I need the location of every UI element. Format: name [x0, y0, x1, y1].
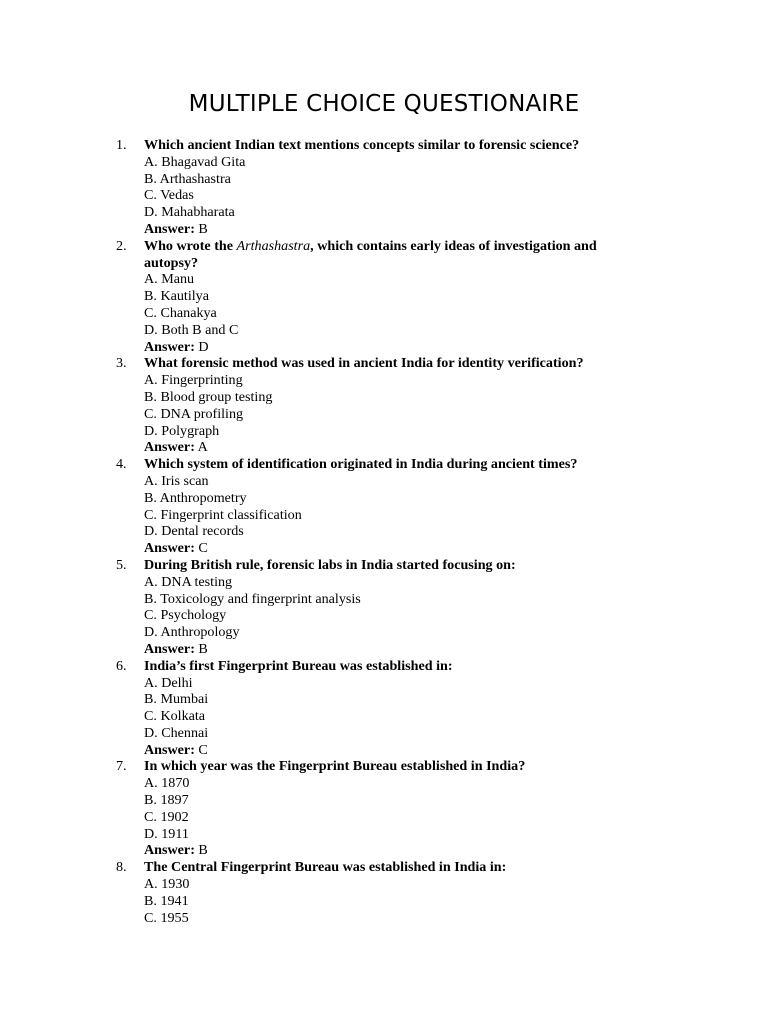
- option-b: B. Arthashastra: [144, 170, 231, 187]
- option-c: C. Psychology: [144, 607, 227, 624]
- option-a: A. Fingerprinting: [144, 372, 243, 389]
- question-text: India’s first Fingerprint Bureau was established in:: [144, 657, 453, 674]
- question-body: [144, 355, 649, 456]
- answer-label: Answer:: [144, 540, 195, 557]
- option-b: B. Mumbai: [144, 691, 209, 708]
- answer-value: B: [198, 220, 208, 237]
- option-a: A. Iris scan: [144, 472, 209, 489]
- answer-line: [144, 221, 649, 238]
- question-text: The Central Fingerprint Bureau was established in India in:: [144, 859, 507, 876]
- question-list: [0, 137, 768, 926]
- question-text: In which year was the Fingerprint Bureau established in India?: [144, 758, 526, 775]
- option-b: B. Blood group testing: [144, 388, 273, 405]
- option-d: D. Chennai: [144, 724, 209, 741]
- option-a: A. 1930: [144, 876, 190, 893]
- question-body: [144, 456, 649, 557]
- answer-label: Answer:: [144, 842, 195, 859]
- option-d: D. 1911: [144, 825, 189, 842]
- question-number: 2.: [116, 237, 127, 254]
- question-text: Which system of identification originated in India during ancient times?: [144, 456, 578, 473]
- answer-label: Answer:: [144, 439, 195, 456]
- question-number: 6.: [116, 657, 127, 674]
- question-body: [144, 758, 649, 859]
- option-c: C. Chanakya: [144, 304, 217, 321]
- answer-value: C: [198, 741, 208, 758]
- question-number: 5.: [116, 556, 127, 573]
- answer-value: C: [198, 540, 208, 557]
- answer-line: [144, 842, 649, 859]
- question-item: [0, 355, 768, 456]
- option-a: A. DNA testing: [144, 573, 233, 590]
- answer-value: A: [197, 439, 208, 456]
- answer-label: Answer:: [144, 640, 195, 657]
- option-b: B. Anthropometry: [144, 489, 247, 506]
- option-a: A. Bhagavad Gita: [144, 153, 246, 170]
- answer-value: D: [198, 338, 209, 355]
- answer-line: [144, 439, 649, 456]
- question-text: During British rule, forensic labs in India started focusing on:: [144, 556, 516, 573]
- option-c: C. Kolkata: [144, 708, 206, 725]
- question-body: [144, 859, 649, 926]
- answer-label: Answer:: [144, 741, 195, 758]
- question-item: [0, 137, 768, 238]
- question-number: 4.: [116, 456, 127, 473]
- question-text: [144, 238, 649, 272]
- option-d: D. Polygraph: [144, 422, 220, 439]
- answer-value: B: [198, 842, 208, 859]
- question-text-start: Who wrote the: [144, 237, 237, 254]
- question-body: [144, 658, 649, 759]
- option-b: B. Kautilya: [144, 288, 209, 305]
- option-c: C. 1902: [144, 808, 189, 825]
- question-text: What forensic method was used in ancient India for identity verification?: [144, 355, 584, 372]
- option-b: B. 1941: [144, 892, 189, 909]
- question-item: [0, 658, 768, 759]
- option-d: D. Mahabharata: [144, 204, 235, 221]
- answer-value: B: [198, 640, 208, 657]
- option-d: D. Dental records: [144, 523, 244, 540]
- question-number: 3.: [116, 355, 127, 372]
- option-c: C. Fingerprint classification: [144, 506, 302, 523]
- option-c: C. 1955: [144, 909, 189, 926]
- option-c: C. DNA profiling: [144, 405, 244, 422]
- question-text-italic: Arthashastra: [236, 237, 311, 254]
- question-item: [0, 238, 768, 356]
- question-item: [0, 456, 768, 557]
- question-item: [0, 859, 768, 926]
- answer-line: [144, 339, 649, 356]
- question-text: Which ancient Indian text mentions concepts similar to forensic science?: [144, 137, 580, 153]
- option-a: A. Delhi: [144, 674, 193, 691]
- answer-line: [144, 641, 649, 658]
- question-text-end: , which contains early ideas of investigation and autopsy?: [144, 237, 597, 271]
- question-number: 8.: [116, 859, 127, 876]
- question-number: 1.: [116, 137, 127, 153]
- page-title: MULTIPLE CHOICE QUESTIONAIRE: [188, 91, 580, 117]
- question-body: [144, 238, 649, 356]
- option-b: B. Toxicology and fingerprint analysis: [144, 590, 361, 607]
- question-number: 7.: [116, 758, 127, 775]
- answer-label: Answer:: [144, 220, 195, 237]
- question-item: [0, 758, 768, 859]
- question-body: [144, 137, 649, 238]
- answer-label: Answer:: [144, 338, 195, 355]
- question-body: [144, 557, 649, 658]
- option-a: A. 1870: [144, 775, 190, 792]
- answer-line: [144, 742, 649, 759]
- question-item: [0, 557, 768, 658]
- option-b: B. 1897: [144, 792, 189, 809]
- option-d: D. Both B and C: [144, 321, 239, 338]
- option-c: C. Vedas: [144, 187, 194, 204]
- option-a: A. Manu: [144, 271, 195, 288]
- option-d: D. Anthropology: [144, 624, 240, 641]
- answer-line: [144, 540, 649, 557]
